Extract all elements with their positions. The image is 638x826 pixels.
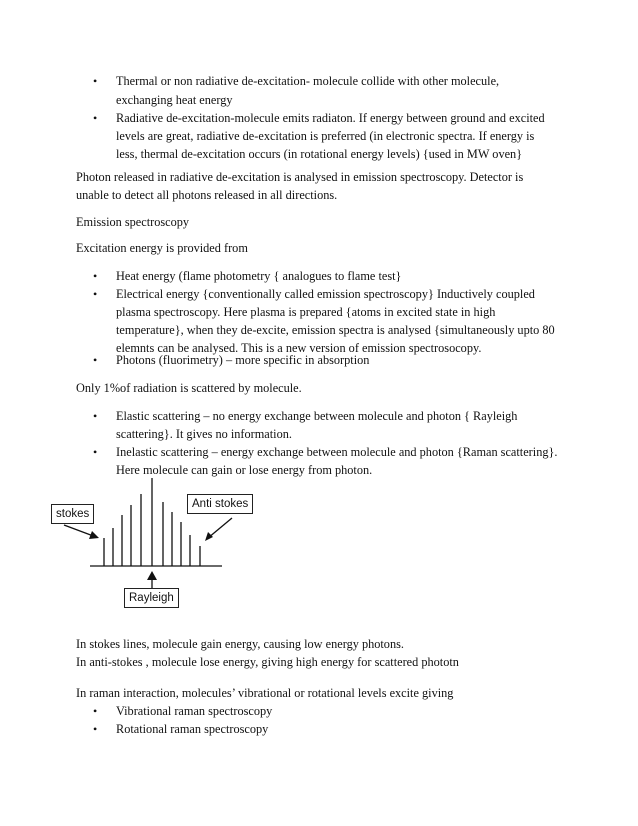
text-line: Heat energy (flame photometry { analogues to flame test} bbox=[116, 269, 402, 283]
text-line: Inelastic scattering – energy exchange between molecule and photon {Raman scattering}. bbox=[116, 445, 558, 459]
label-stokes: stokes bbox=[51, 504, 94, 524]
label-antistokes: Anti stokes bbox=[187, 494, 253, 514]
bullet-dot-icon: • bbox=[93, 287, 98, 301]
bullet-dot-icon: • bbox=[93, 722, 98, 736]
text-line: Vibrational raman spectroscopy bbox=[116, 704, 273, 718]
bullet-dot-icon: • bbox=[93, 269, 98, 283]
paragraph-scatter: Only 1%of radiation is scattered by molecule. bbox=[76, 381, 302, 395]
arrowhead-icon bbox=[89, 531, 99, 539]
text-line: Rotational raman spectroscopy bbox=[116, 722, 269, 736]
heading-emission: Emission spectroscopy bbox=[76, 215, 190, 229]
label-rayleigh: Rayleigh bbox=[124, 588, 179, 608]
paragraph-stokes-line: In anti-stokes , molecule lose energy, giving high energy for scattered phototn bbox=[76, 655, 459, 669]
text-line: exchanging heat energy bbox=[116, 93, 233, 107]
text-line: Radiative de-excitation-molecule emits radiaton. If energy between ground and excited bbox=[116, 111, 545, 125]
text-line: scattering}. It gives no information. bbox=[116, 427, 292, 441]
text-line: Here molecule can gain or lose energy from photon. bbox=[116, 463, 373, 477]
bullet-dot-icon: • bbox=[93, 445, 98, 459]
paragraph-raman: In raman interaction, molecules’ vibrational or rotational levels excite giving bbox=[76, 686, 454, 700]
text-line: levels are great, radiative de-excitation is preferred (in electronic spectra. If energy is bbox=[116, 129, 535, 143]
paragraph-photon-line: Photon released in radiative de-excitation is analysed in emission spectroscopy. Detector is bbox=[76, 170, 524, 184]
arrowhead-icon bbox=[205, 532, 213, 541]
text-line: Thermal or non radiative de-excitation- molecule collide with other molecule, bbox=[116, 74, 500, 88]
text-line: plasma spectroscopy. Here plasma is prepared {atoms in excited state in high bbox=[116, 305, 496, 319]
text-line: elemnts can be analysed. This is a new version of emission spectrosocopy. bbox=[116, 341, 482, 355]
arrowhead-icon bbox=[147, 571, 157, 580]
bullet-dot-icon: • bbox=[93, 353, 98, 367]
paragraph-stokes-line: In stokes lines, molecule gain energy, causing low energy photons. bbox=[76, 637, 404, 651]
bullet-dot-icon: • bbox=[93, 111, 98, 125]
text-line: Photons (fluorimetry) – more specific in absorption bbox=[116, 353, 370, 367]
bullet-dot-icon: • bbox=[93, 74, 98, 88]
text-line: temperature}, when they de-excite, emission spectra is analysed {simultaneously upto 80 bbox=[116, 323, 555, 337]
text-line: Electrical energy {conventionally called emission spectroscopy} Inductively coupled bbox=[116, 287, 535, 301]
heading-excitation: Excitation energy is provided from bbox=[76, 241, 248, 255]
bullet-dot-icon: • bbox=[93, 409, 98, 423]
bullet-dot-icon: • bbox=[93, 704, 98, 718]
text-line: less, thermal de-excitation occurs (in rotational energy levels) {used in MW oven} bbox=[116, 147, 523, 161]
paragraph-photon-line: unable to detect all photons released in all directions. bbox=[76, 188, 338, 202]
text-line: Elastic scattering – no energy exchange between molecule and photon { Rayleigh bbox=[116, 409, 518, 423]
arrow-antistokes bbox=[208, 518, 232, 538]
